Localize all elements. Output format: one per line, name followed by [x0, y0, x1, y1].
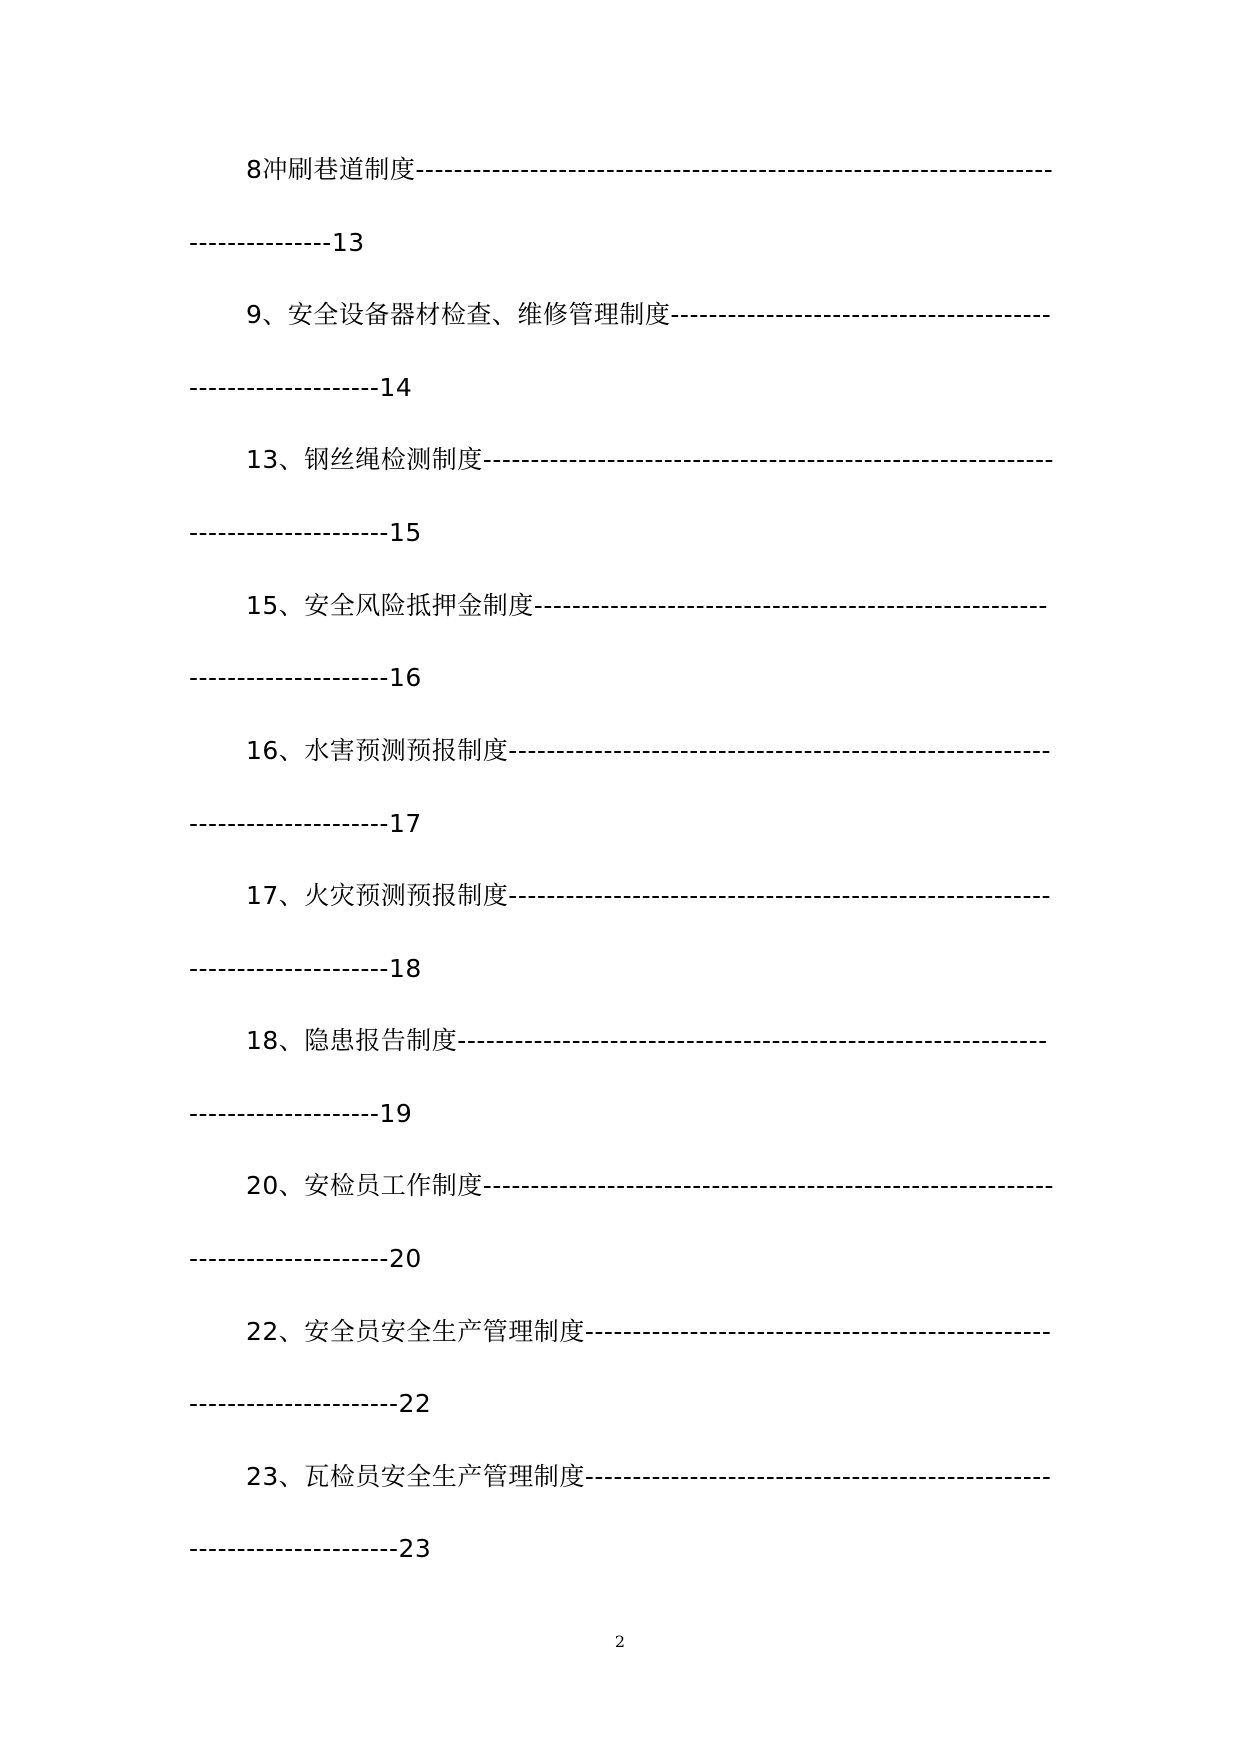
toc-entry-title: 20、安检员工作制度------------------------------------------------------------ — [246, 1171, 1054, 1200]
toc-entry-title: 22、安全员安全生产管理制度------------------------------------------------- — [246, 1317, 1052, 1346]
toc-entry-title: 9、安全设备器材检查、维修管理制度---------------------------------------- — [246, 300, 1052, 329]
toc-entry-title: 13、钢丝绳检测制度------------------------------------------------------------ — [246, 445, 1054, 474]
toc-entry-page: ---------------------18 — [189, 954, 422, 983]
toc-entry-page: ----------------------22 — [189, 1389, 432, 1418]
toc-entry-page: ---------------------17 — [189, 809, 422, 838]
toc-entry-title: 23、瓦检员安全生产管理制度------------------------------------------------- — [246, 1462, 1052, 1491]
toc-entry-title: 16、水害预测预报制度--------------------------------------------------------- — [246, 736, 1052, 765]
toc-entry-title: 17、火灾预测预报制度--------------------------------------------------------- — [246, 881, 1052, 910]
toc-entry-title: 8冲刷巷道制度------------------------------------------------------------------- — [246, 155, 1054, 184]
toc-entry-title: 18、隐患报告制度-------------------------------------------------------------- — [246, 1026, 1048, 1055]
toc-entry-page: --------------------19 — [189, 1099, 413, 1128]
toc-entry-page: ----------------------23 — [189, 1534, 432, 1563]
page-number: 2 — [614, 1632, 626, 1651]
toc-entry-page: --------------------14 — [189, 373, 413, 402]
toc-entry-page: ---------------13 — [189, 228, 365, 257]
toc-entry-page: ---------------------20 — [189, 1244, 422, 1273]
toc-entry-page: ---------------------16 — [189, 663, 422, 692]
toc-entry-title: 15、安全风险抵押金制度------------------------------------------------------ — [246, 591, 1048, 620]
toc-entry-page: ---------------------15 — [189, 518, 422, 547]
